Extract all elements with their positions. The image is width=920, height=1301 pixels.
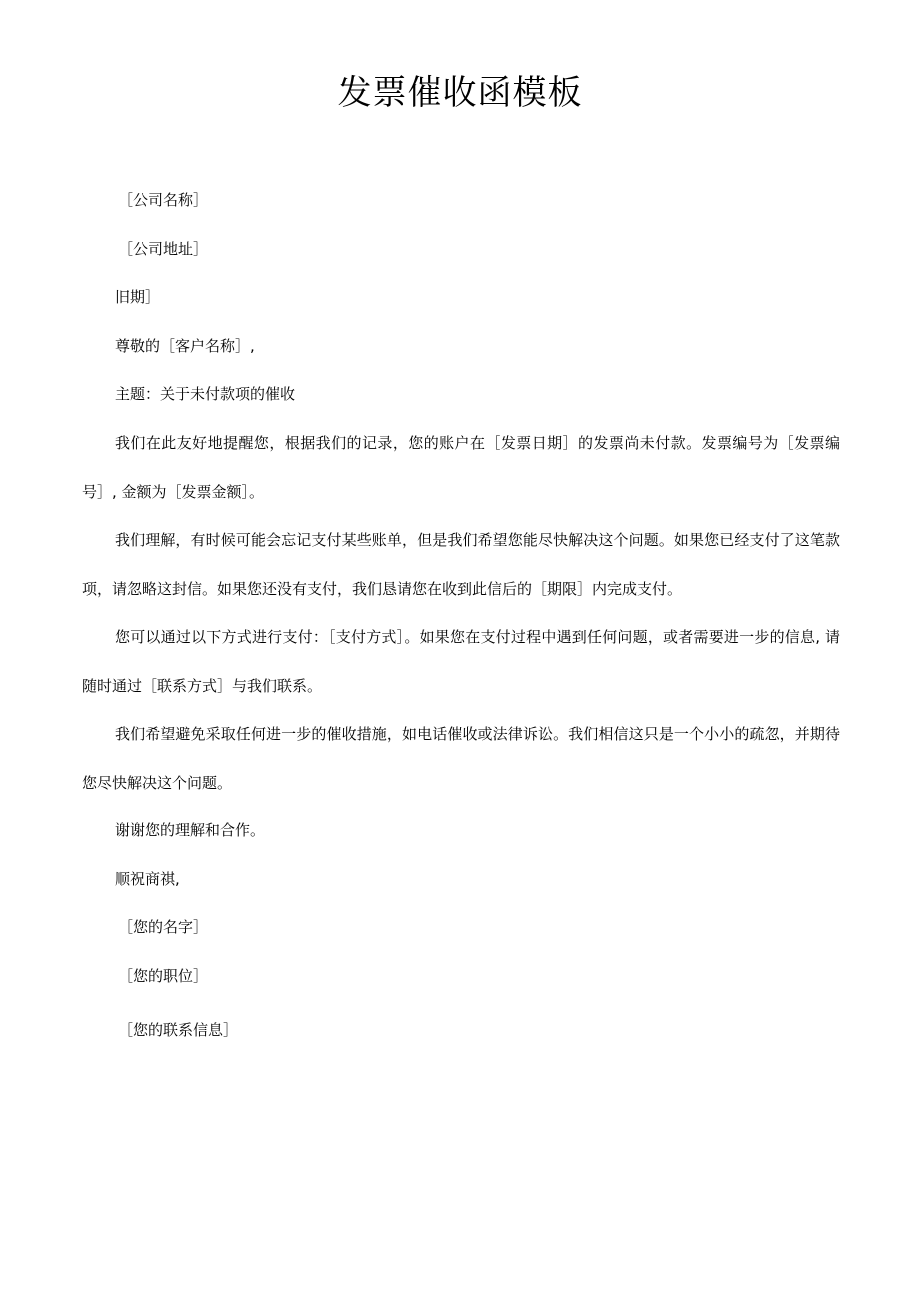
signer-name: ［您的名字］ <box>118 918 209 936</box>
company-address: ［公司地址］ <box>118 240 209 258</box>
body-paragraph-2: 我们理解，有时候可能会忘记支付某些账单，但是我们希望您能尽快解决这个问题。如果您已经支付了这笔款项，请忽略这封信。如果您还没有支付，我们恳请您在收到此信后的［期限］内完成支付。 <box>82 531 840 598</box>
subject-line: 主题：关于未付款项的催收 <box>115 385 296 403</box>
closing-line: 顺祝商祺, <box>115 870 180 888</box>
signer-title: ［您的职位］ <box>118 967 209 985</box>
body-paragraph-4: 我们希望避免采取任何进一步的催收措施，如电话催收或法律诉讼。我们相信这只是一个小小的疏忽，并期待您尽快解决这个问题。 <box>82 725 840 792</box>
document-title: 发票催收函模板 <box>337 73 583 113</box>
thanks-line: 谢谢您的理解和合作。 <box>115 821 266 839</box>
salutation: 尊敬的［客户名称］, <box>115 337 255 355</box>
company-name: ［公司名称］ <box>118 191 209 209</box>
signer-contact: ［您的联系信息］ <box>118 1021 239 1039</box>
body-paragraph-1: 我们在此友好地提醒您，根据我们的记录，您的账户在［发票日期］的发票尚未付款。发票编号为［发票编号］, 金额为［发票金额］。 <box>82 434 840 501</box>
body-paragraph-3: 您可以通过以下方式进行支付：［支付方式］。如果您在支付过程中遇到任何问题，或者需要进一步的信息, 请随时通过［联系方式］与我们联系。 <box>82 628 840 695</box>
letter-date: 旧期］ <box>115 288 161 306</box>
